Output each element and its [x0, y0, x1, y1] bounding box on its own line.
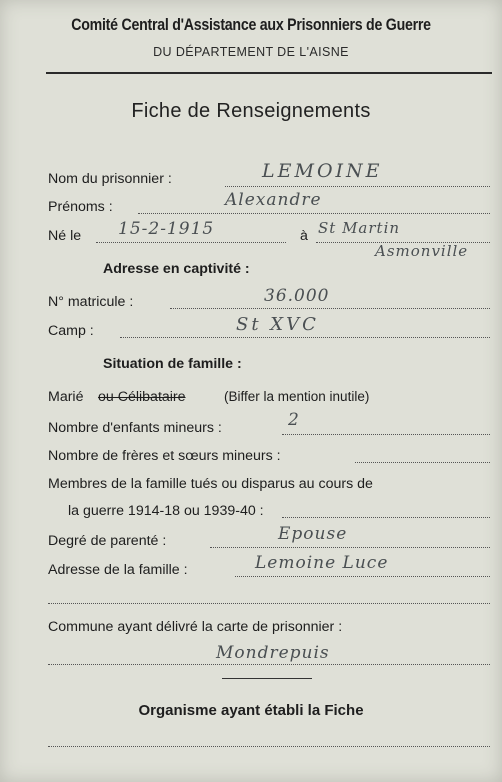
adresse-famille-label: Adresse de la famille : — [48, 562, 188, 578]
membres-line2: la guerre 1914-18 ou 1939-40 : — [68, 503, 264, 519]
nom-label: Nom du prisonnier : — [48, 171, 172, 187]
date-value: 15-2-1915 — [118, 219, 215, 239]
date-line — [96, 242, 286, 243]
header-rule — [46, 72, 492, 74]
enfants-label: Nombre d'enfants mineurs : — [48, 420, 222, 436]
section-rule — [222, 678, 312, 679]
matricule-label: N° matricule : — [48, 294, 134, 310]
nom-line — [225, 186, 490, 187]
situation-famille-heading: Situation de famille : — [103, 356, 242, 372]
commune-value: Mondrepuis — [216, 643, 330, 663]
adresse-famille-line2 — [48, 603, 490, 604]
commune-label: Commune ayant délivré la carte de prisonnier : — [48, 619, 343, 635]
camp-label: Camp : — [48, 323, 94, 339]
adresse-famille-line — [235, 576, 490, 577]
marie-text: Marié — [48, 389, 84, 405]
organisme-heading: Organisme ayant établi la Fiche — [138, 702, 364, 719]
parente-line — [210, 547, 490, 548]
ne-le-label: Né le — [48, 228, 82, 244]
enfants-line — [282, 434, 490, 435]
enfants-value: 2 — [288, 410, 300, 430]
commune-line — [48, 664, 490, 665]
celibataire-text: ou Célibataire — [98, 389, 186, 405]
freres-label: Nombre de frères et sœurs mineurs : — [48, 448, 281, 464]
biffer-note: (Biffer la mention inutile) — [224, 389, 370, 404]
camp-line — [120, 337, 490, 338]
form-title: Fiche de Renseignements — [131, 100, 371, 122]
committee-title: Comité Central d'Assistance aux Prisonniers de Guerre — [71, 16, 431, 34]
nom-value: LEMOINE — [262, 160, 383, 182]
lieu-value-1: St Martin — [318, 219, 401, 237]
matricule-line — [170, 308, 490, 309]
parente-label: Degré de parenté : — [48, 533, 167, 549]
parente-value: Epouse — [278, 524, 348, 544]
organisme-line — [48, 746, 490, 747]
lieu-value-2: Asmonville — [375, 242, 469, 260]
membres-line1: Membres de la famille tués ou disparus au cours de — [48, 476, 373, 492]
adresse-captivite-heading: Adresse en captivité : — [103, 261, 250, 277]
prenoms-value: Alexandre — [225, 190, 322, 210]
matricule-value: 36.000 — [264, 286, 330, 306]
adresse-famille-value: Lemoine Luce — [255, 553, 389, 573]
department-subtitle: DU DÉPARTEMENT DE L'AISNE — [153, 45, 349, 59]
freres-line — [355, 462, 490, 463]
a-label: à — [300, 228, 308, 244]
membres-line — [282, 517, 490, 518]
camp-value: St XVC — [236, 314, 319, 335]
prenoms-line — [138, 213, 490, 214]
prenoms-label: Prénoms : — [48, 199, 113, 215]
